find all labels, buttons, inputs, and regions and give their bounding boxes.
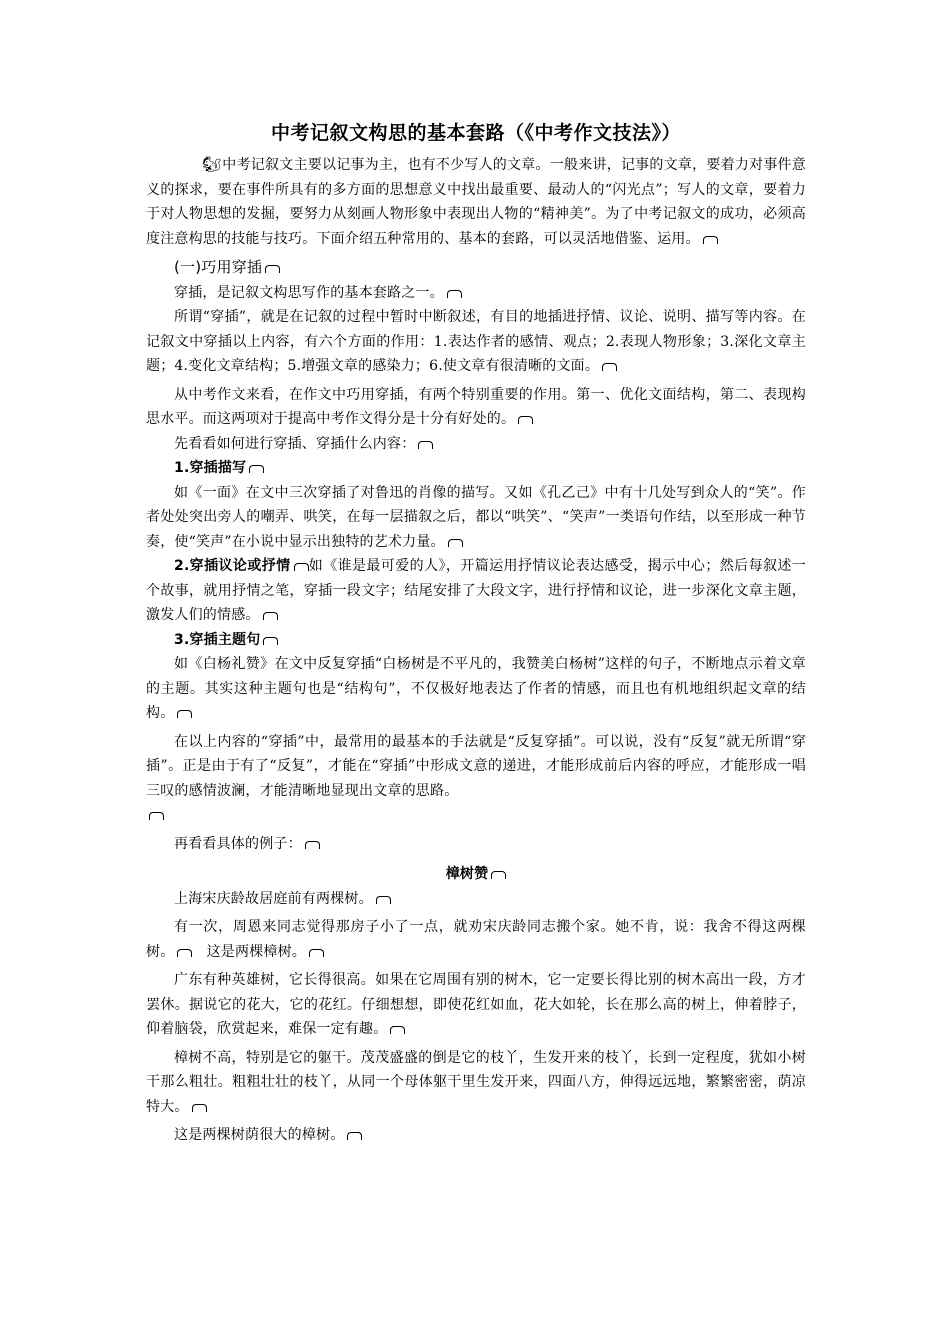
paragraph: [146, 305, 806, 379]
example-title-text: 樟树赞: [445, 866, 489, 882]
subheading-text: 3.穿插主题句: [174, 631, 261, 648]
paragraph-text: 有一次，周恩来同志觉得那房子小了一点，就劝宋庆龄同志搬个家。她不肯，说：我舍不得这两棵树。: [146, 919, 806, 960]
paragraph-text: 在以上内容的“穿插”中，最常用的最基本的手法就是“反复穿插”。可以说，没有“反复”就无所谓“穿插”。正是由于有了“反复”，才能在“穿插”中形成文意的递进，才能形成前后内容的呼应，才能形成一唱三叹的感情波澜，才能清晰地显现出文章的思路。: [146, 733, 806, 799]
paragraph-mark-icon: [491, 871, 506, 879]
paragraph-mark-icon: [518, 416, 533, 424]
paragraph-text: 从中考作文来看，在作文中巧用穿插，有两个特别重要的作用。第一、优化文面结构，第二、表现构思水平。而这两项对于提高中考作文得分是十分有好处的。: [146, 386, 806, 427]
paragraph: [146, 1123, 806, 1148]
paragraph-mark-icon: [448, 539, 463, 547]
paragraph-mark-icon: [263, 637, 278, 645]
document-body: [146, 118, 806, 1148]
paragraph-mark-icon: [263, 612, 278, 620]
paragraph-text: 再看看具体的例子：: [174, 835, 302, 852]
paragraph: [146, 1046, 806, 1120]
paragraph: [146, 652, 806, 726]
subheading-text: 2.穿插议论或抒情: [174, 558, 291, 574]
section-heading-text: (一)巧用穿插: [174, 258, 263, 276]
empty-paragraph: [146, 803, 806, 828]
paragraph-mark-icon: [177, 949, 192, 957]
paragraph-mark-icon: [265, 265, 280, 273]
paragraph-mark-icon: [418, 441, 433, 449]
paragraph-mark-icon: [703, 236, 718, 244]
paragraph-mark-icon: [249, 465, 264, 473]
paragraph-mark-icon: [309, 949, 324, 957]
paragraph: [146, 968, 806, 1042]
paragraph: [146, 383, 806, 432]
paragraph-text: 先看看如何进行穿插、穿插什么内容：: [174, 435, 416, 452]
paragraph-mark-icon: [390, 1026, 405, 1034]
paragraph: [146, 887, 806, 912]
paragraph-mark-icon: [149, 812, 164, 820]
paragraph-text: 如《谁是最可爱的人》，开篇运用抒情议论表达感受，揭示中心；然后每叙述一个故事，就用抒情之笔，穿插一段文字；结尾安排了大段文字，进行抒情和议论，进一步深化文章主题，激发人们的情感。: [146, 558, 807, 623]
paragraph: [146, 915, 806, 964]
paragraph-text: 广东有种英雄树，它长得很高。如果在它周围有别的树木，它一定要长得比别的树木高出一段，方才罢休。据说它的花大，它的花红。仔细想想，即使花红如血，花大如轮，长在那么高的树上，伸着脖子，仰着脑袋，欣赏起来，难保一定有趣。: [146, 972, 806, 1037]
paragraph-text: 这是两棵樟树。: [206, 943, 307, 960]
paragraph-text: 上海宋庆龄故居庭前有两棵树。: [174, 890, 373, 907]
subheading-text: 1.穿插描写: [174, 460, 247, 476]
paragraph: [146, 432, 806, 457]
paragraph-mark-icon: [305, 841, 320, 849]
intro-text: 中考记叙文主要以记事为主，也有不少写人的文章。一般来讲，记事的文章，要着力对事件意义的探求，要在事件所具有的多方面的思想意义中找出最重要、最动人的“闪光点”；写人的文章，要着力于对人物思想的发掘，要努力从刻画人物形象中表现出人物的“精神美”。为了中考记叙文的成功，必须高度注意构思的技能与技巧。下面介绍五种常用的、基本的套路，可以灵活地借鉴、运用。: [146, 157, 806, 247]
subheading: [146, 456, 806, 481]
paragraph-mark-icon: [602, 363, 617, 371]
paragraph-mark-icon: [376, 896, 391, 904]
paragraph: [146, 281, 806, 306]
paragraph-mark-icon: [347, 1132, 362, 1140]
paragraph-mark-icon: [294, 563, 309, 571]
paragraph-text: 所谓“穿插”，就是在记叙的过程中暂时中断叙述，有目的地插进抒情、议论、说明、描写等内容。在记叙文中穿插以上内容，有六个方面的作用：1.表达作者的感情、观点；2.表现人物形象；3.深化文章主题；4.变化文章结构；5.增强文章的感染力；6.使文章有很清晰的文面。: [146, 309, 806, 374]
paragraph-text: 穿插，是记叙文构思写作的基本套路之一。: [174, 284, 444, 301]
squirrel-icon: 🐿: [202, 155, 222, 173]
example-title: [146, 862, 806, 887]
intro-paragraph: [146, 152, 806, 251]
page-title: 中考记叙文构思的基本套路（《中考作文技法》）: [270, 122, 681, 144]
paragraph-mark-icon: [447, 290, 462, 298]
paragraph-mark-icon: [192, 1104, 207, 1112]
paragraph-mark-icon: [177, 710, 192, 718]
subheading: [146, 628, 806, 653]
paragraph: [146, 481, 806, 555]
paragraph: [146, 554, 806, 628]
paragraph-text: 樟树不高，特别是它的躯干。茂茂盛盛的倒是它的枝丫，生发开来的枝丫，长到一定程度，犹如小树干那么粗壮。粗粗壮壮的枝丫，从同一个母体躯干里生发开来，四面八方，伸得远远地，繁繁密密，荫凉特大。: [146, 1049, 806, 1115]
paragraph-text: 如《一面》在文中三次穿插了对鲁迅的肖像的描写。又如《孔乙己》中有十几处写到众人的“笑”。作者处处突出旁人的嘲弄、哄笑，在每一层描叙之后，都以“哄笑”、“笑声”一类语句作结，以至形成一种节奏，使“笑声”在小说中显示出独特的艺术力量。: [146, 484, 806, 550]
paragraph: [146, 730, 806, 804]
paragraph-text: 这是两棵树荫很大的樟树。: [174, 1127, 345, 1143]
paragraph: [146, 832, 806, 857]
section-heading: [146, 255, 806, 281]
paragraph-text: 如《白杨礼赞》在文中反复穿插“白杨树是不平凡的，我赞美白杨树”这样的句子，不断地点示着文章的主题。其实这种主题句也是“结构句”，不仅极好地表达了作者的情感，而且也有机地组织起文章的结构。: [146, 656, 806, 721]
